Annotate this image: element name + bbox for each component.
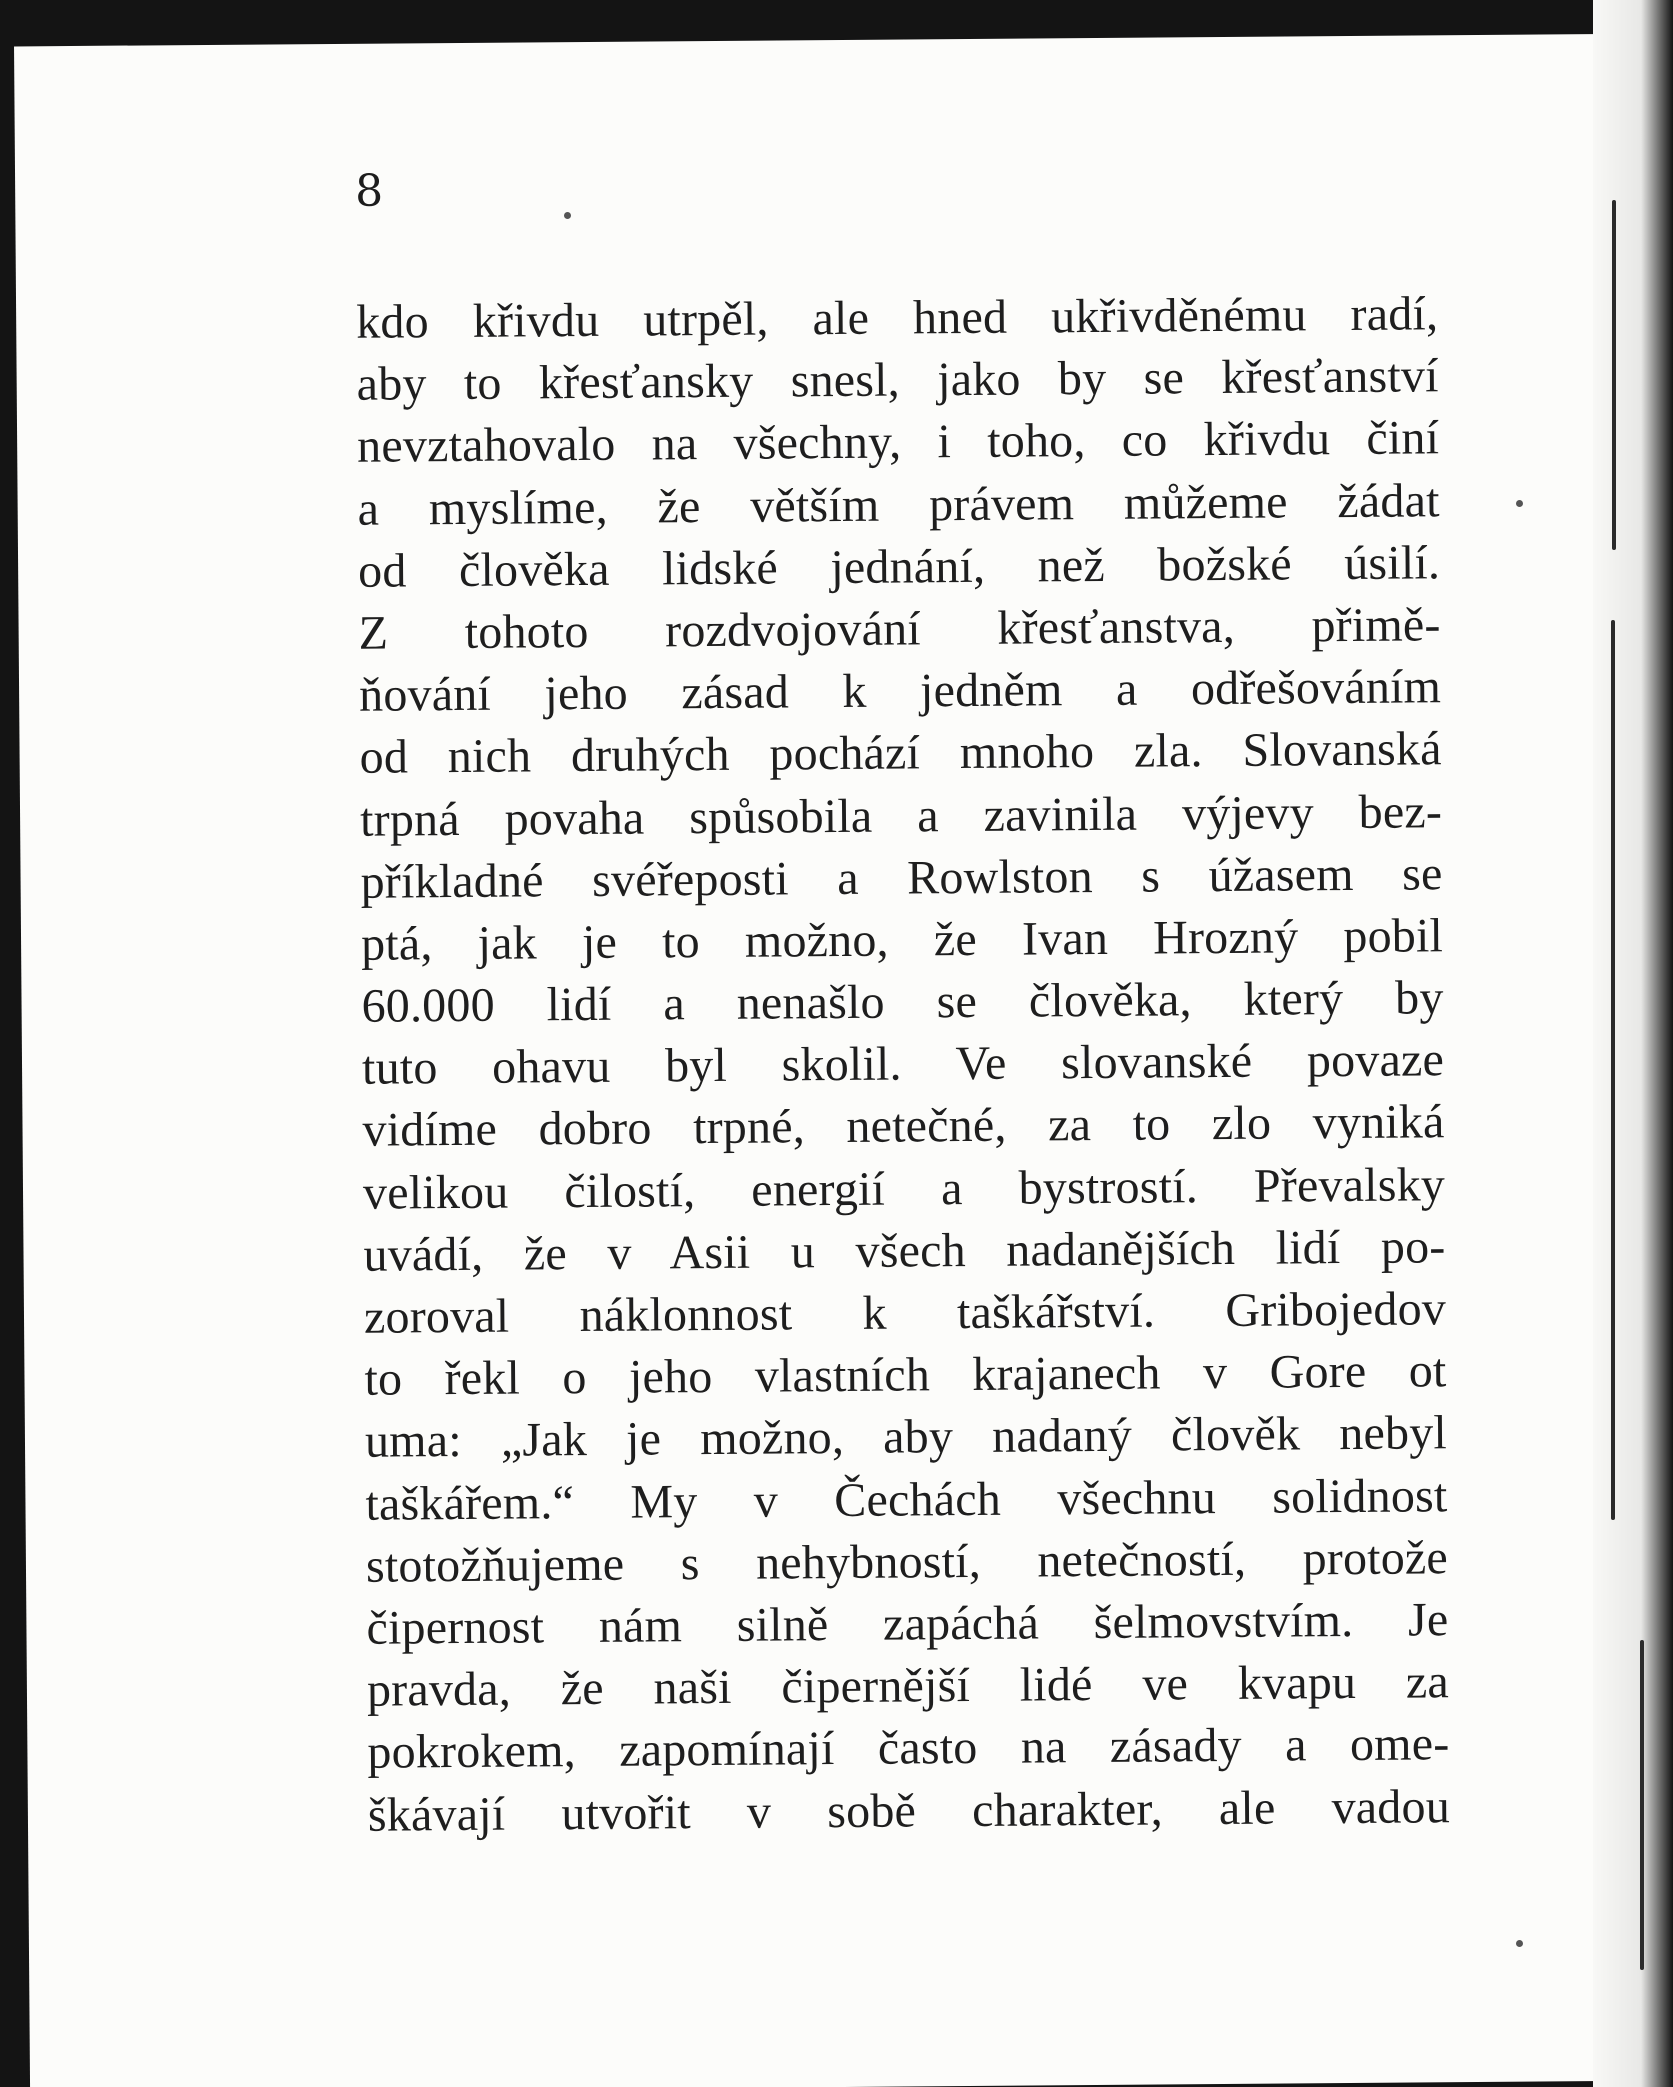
- edge-mark: [1612, 200, 1616, 550]
- text-line: 60.000 lidí a nenašlo se člověka, který by: [361, 971, 1444, 1033]
- text-line: uvádí, že v Asii u všech nadanějších lidí po-: [363, 1220, 1446, 1282]
- scan-speck: [564, 212, 571, 219]
- text-line: kdo křivdu utrpěl, ale hned ukřivděnému radí,: [355, 287, 1439, 349]
- text-line: ňování jeho zásad k jedněm a odřešováním: [358, 660, 1442, 722]
- page-edge-shadow: [1593, 0, 1673, 2087]
- scan-speck: [1516, 1940, 1523, 1947]
- text-line: trpná povaha spůsobila a zavinila výjevy bez-: [359, 784, 1443, 847]
- page-number: 8: [354, 165, 384, 217]
- text-line: pokrokem, zapomínají často na zásady a ome-: [367, 1717, 1450, 1780]
- text-line: taškářem.“ My v Čechách všechnu solidnost: [365, 1468, 1448, 1531]
- text-line: ptá, jak je to možno, že Ivan Hrozný pobil: [360, 909, 1444, 971]
- text-line: od nich druhých pochází mnoho zla. Slovanská: [359, 722, 1442, 785]
- text-line: velikou čilostí, energií a bystrostí. Převalsky: [362, 1157, 1446, 1220]
- text-line: tuto ohavu byl skolil. Ve slovanské povaze: [361, 1033, 1445, 1096]
- text-line: nevztahovalo na všechny, i toho, co křivdu činí: [356, 411, 1440, 474]
- text-line: to řekl o jeho vlastních krajanech v Gore ot: [364, 1344, 1447, 1406]
- edge-mark: [1640, 1640, 1644, 1970]
- text-line: čipernost nám silně zapáchá šelmovstvím. Je: [366, 1593, 1449, 1655]
- edge-mark: [1611, 620, 1615, 1520]
- text-line: příkladné svéřeposti a Rowlston s úžasem se: [360, 846, 1443, 909]
- text-line: od člověka lidské jednání, než božské úsilí.: [357, 536, 1441, 598]
- text-line: uma: „Jak je možno, aby nadaný člověk nebyl: [364, 1406, 1448, 1469]
- text-line: Z tohoto rozdvojování křesťanstva, přimě-: [358, 598, 1441, 660]
- body-text: [356, 283, 1450, 1846]
- text-line: zoroval náklonnost k taškářství. Gribojedov: [363, 1282, 1447, 1344]
- text-line: vidíme dobro trpné, netečné, za to zlo vyniká: [362, 1095, 1445, 1158]
- text-line: stotožňujeme s nehybností, netečností, protože: [365, 1530, 1449, 1593]
- scan-speck: [1516, 500, 1523, 507]
- text-line: a myslíme, že větším právem můžeme žádat: [357, 473, 1440, 536]
- text-line: pravda, že naši čipernější lidé ve kvapu za: [366, 1655, 1450, 1717]
- paper-sheet: [14, 34, 1673, 2087]
- text-line: škávají utvořit v sobě charakter, ale vadou: [367, 1779, 1451, 1842]
- text-line: aby to křesťansky snesl, jako by se křesťanství: [356, 349, 1439, 411]
